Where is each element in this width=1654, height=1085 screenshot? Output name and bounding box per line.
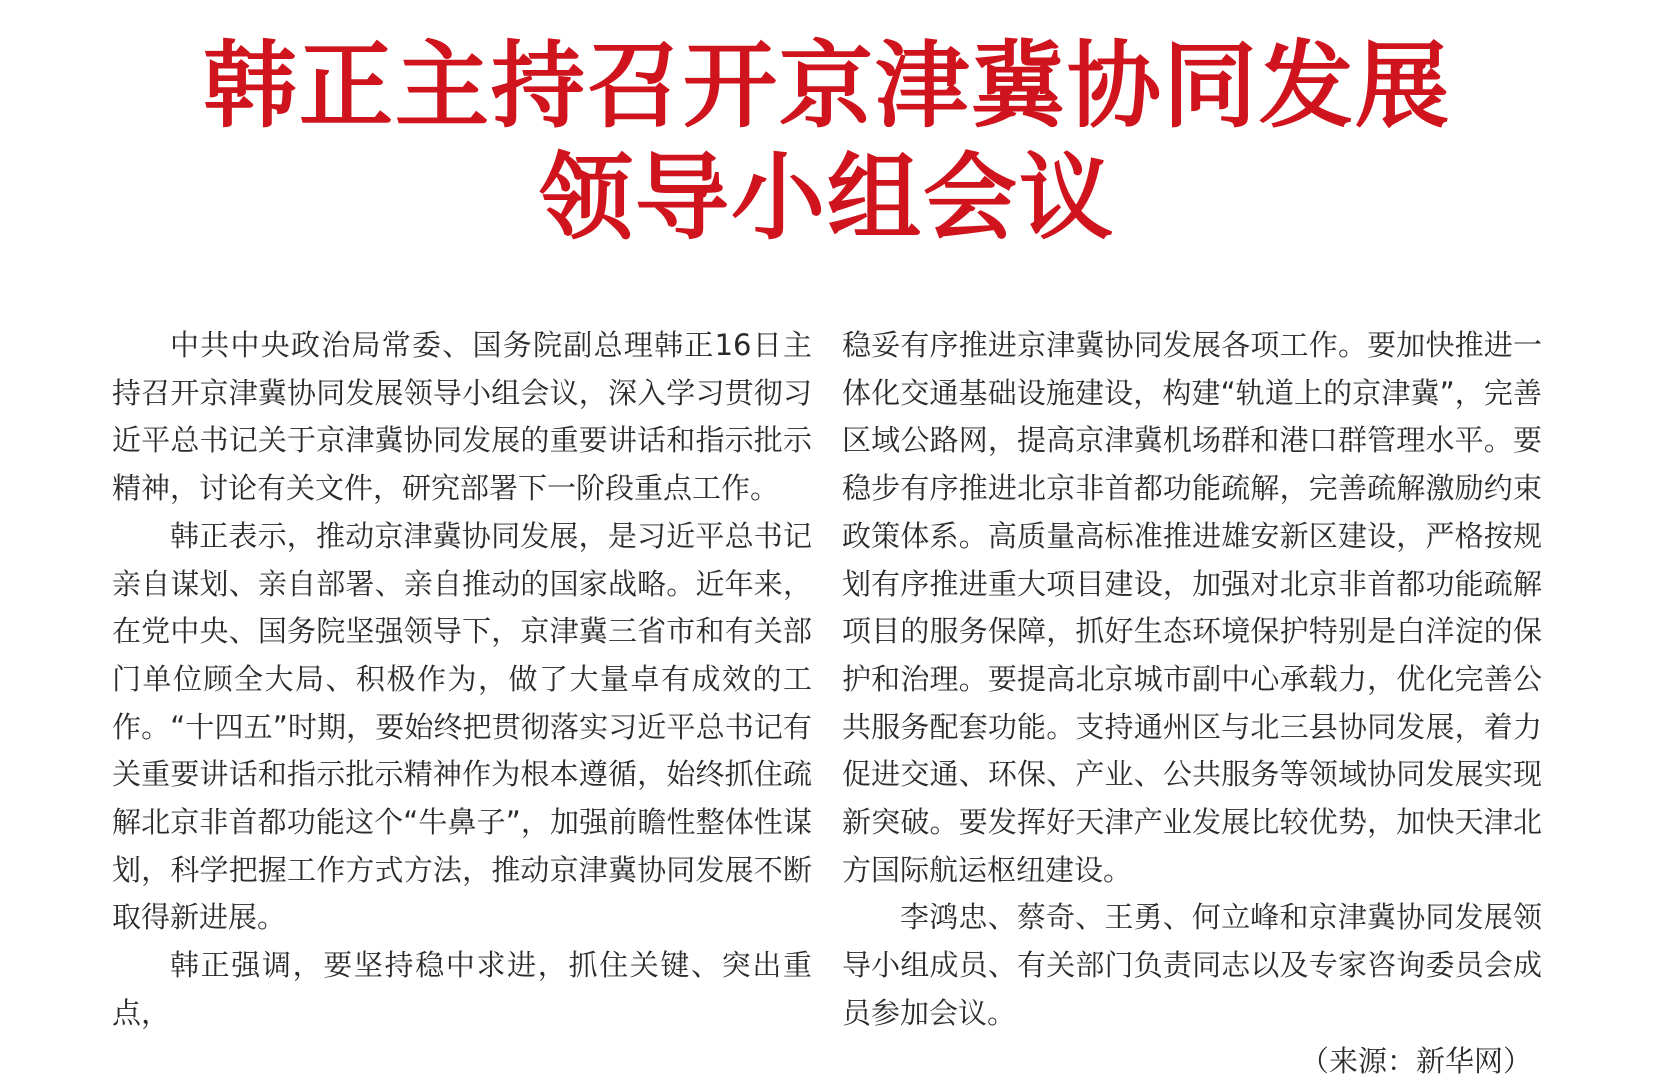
article-left-column [112,322,812,1038]
headline [0,30,1654,254]
headline-line-1: 韩正主持召开京津冀协同发展 [202,31,1451,141]
article-paragraph-1: 中共中央政治局常委、国务院副总理韩正16日主持召开京津冀协同发展领导小组会议，深入学习贯彻习近平总书记关于京津冀协同发展的重要讲话和指示批示精神，讨论有关文件，研究部署下一阶段重点工作。 [112,328,812,506]
article-paragraph-4: 李鸿忠、蔡奇、王勇、何立峰和京津冀协同发展领导小组成员、有关部门负责同志以及专家咨询委员会成员参加会议。 [842,900,1542,1030]
article-paragraph-3-start: 韩正强调，要坚持稳中求进，抓住关键、突出重点， [112,948,812,1030]
source-credit: （来源：新华网） [1299,1043,1532,1078]
article-paragraph-2: 韩正表示，推动京津冀协同发展，是习近平总书记亲自谋划、亲自部署、亲自推动的国家战略。近年来，在党中央、国务院坚强领导下，京津冀三省市和有关部门单位顾全大局、积极作为，做了大量卓有成效的工作。“十四五”时期，要始终把贯彻落实习近平总书记有关重要讲话和指示批示精神作为根本遵循，始终抓住疏解北京非首都功能这个“牛鼻子”，加强前瞻性整体性谋划，科学把握工作方式方法，推动京津冀协同发展不断取得新进展。 [112,518,812,935]
article-paragraph-3-continued: 稳妥有序推进京津冀协同发展各项工作。要加快推进一体化交通基础设施建设，构建“轨道上的京津冀”，完善区域公路网，提高京津冀机场群和港口群管理水平。要稳步有序推进北京非首都功能疏解，完善疏解激励约束政策体系。高质量高标准推进雄安新区建设，严格按规划有序推进重大项目建设，加强对北京非首都功能疏解项目的服务保障，抓好生态环境保护特别是白洋淀的保护和治理。要提高北京城市副中心承载力，优化完善公共服务配套功能。支持通州区与北三县协同发展，着力促进交通、环保、产业、公共服务等领域协同发展实现新突破。要发挥好天津产业发展比较优势，加快天津北方国际航运枢纽建设。 [842,328,1542,887]
headline-line-2: 领导小组会议 [538,143,1115,253]
article-right-column [842,322,1542,1085]
